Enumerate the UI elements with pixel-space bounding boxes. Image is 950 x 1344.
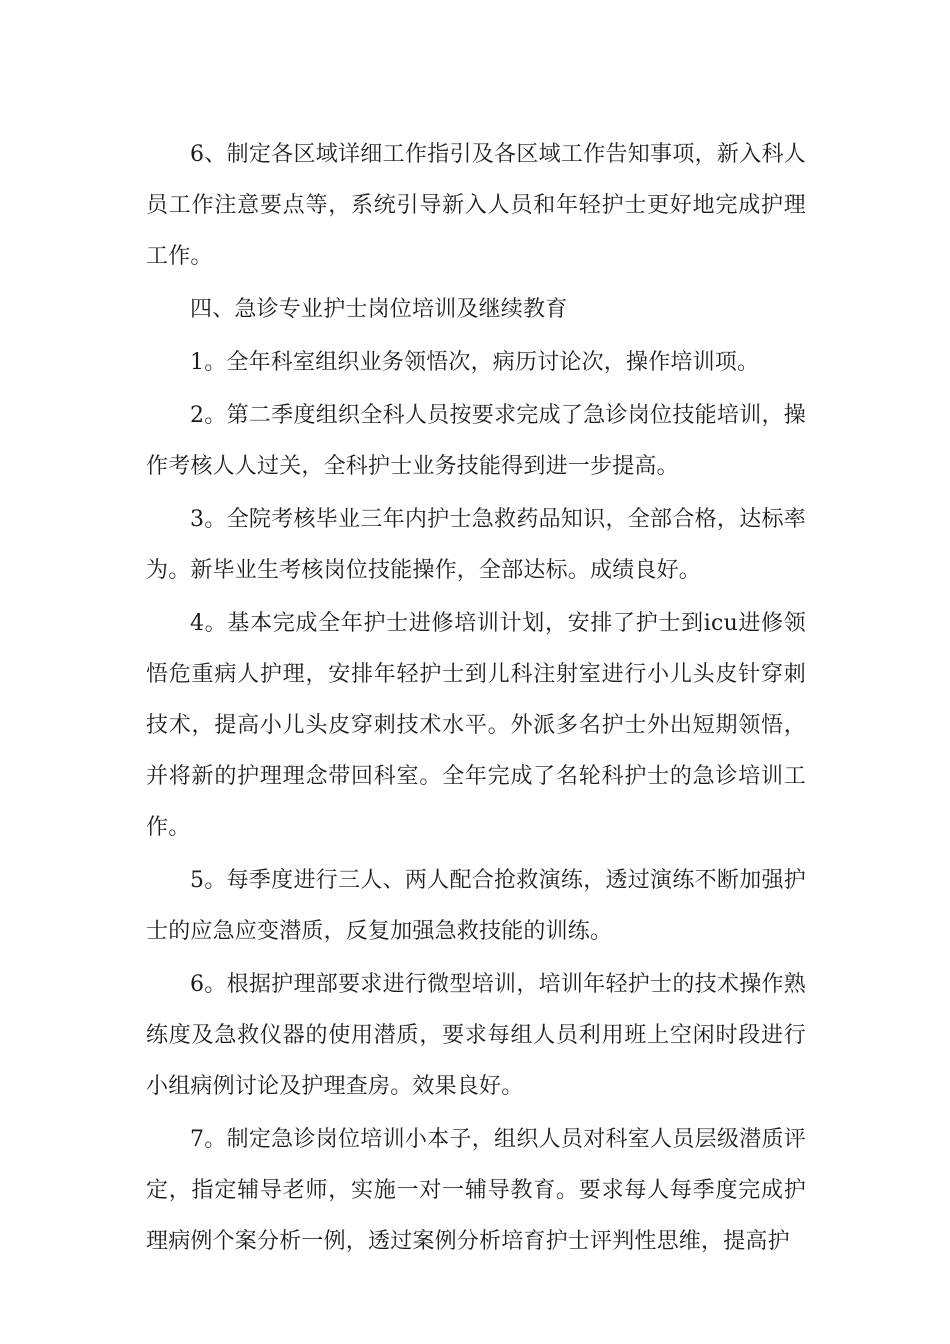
- paragraph-item-7: 7。制定急诊岗位培训小本子，组织人员对科室人员层级潜质评定，指定辅导老师，实施一对一辅导教育。要求每人每季度完成护理病例个案分析一例，透过案例分析培育护士评判性思维，提高护: [146, 1127, 806, 1254]
- paragraph-item-2: 2。第二季度组织全科人员按要求完成了急诊岗位技能培训，操作考核人人过关，全科护士业务技能得到进一步提高。: [146, 403, 806, 479]
- paragraph-item-6: 6。根据护理部要求进行微型培训，培训年轻护士的技术操作熟练度及急救仪器的使用潜质，要求每组人员利用班上空闲时段进行小组病例讨论及护理查房。效果良好。: [146, 972, 806, 1099]
- paragraph-item-3: 3。全院考核毕业三年内护士急救药品知识，全部合格，达标率为。新毕业生考核岗位技能操作，全部达标。成绩良好。: [146, 507, 806, 583]
- section-heading-training: 四、急诊专业护士岗位培训及继续教育: [190, 297, 568, 322]
- paragraph-item-4: 4。基本完成全年护士进修培训计划，安排了护士到icu进修领悟危重病人护理，安排年轻护士到儿科注射室进行小儿头皮针穿刺技术，提高小儿头皮穿刺技术水平。外派多名护士外出短期领悟，并将新的护理理念带回科室。全年完成了名轮科护士的急诊培训工作。: [146, 611, 806, 840]
- document-body: [146, 129, 806, 1269]
- paragraph-item-1: 1。全年科室组织业务领悟次，病历讨论次，操作培训项。: [190, 350, 760, 375]
- paragraph-item-5: 5。每季度进行三人、两人配合抢救演练，透过演练不断加强护士的应急应变潜质，反复加强急救技能的训练。: [146, 868, 806, 944]
- paragraph-area-guidelines: 6、制定各区域详细工作指引及各区域工作告知事项，新入科人员工作注意要点等，系统引导新入人员和年轻护士更好地完成护理工作。: [146, 142, 806, 269]
